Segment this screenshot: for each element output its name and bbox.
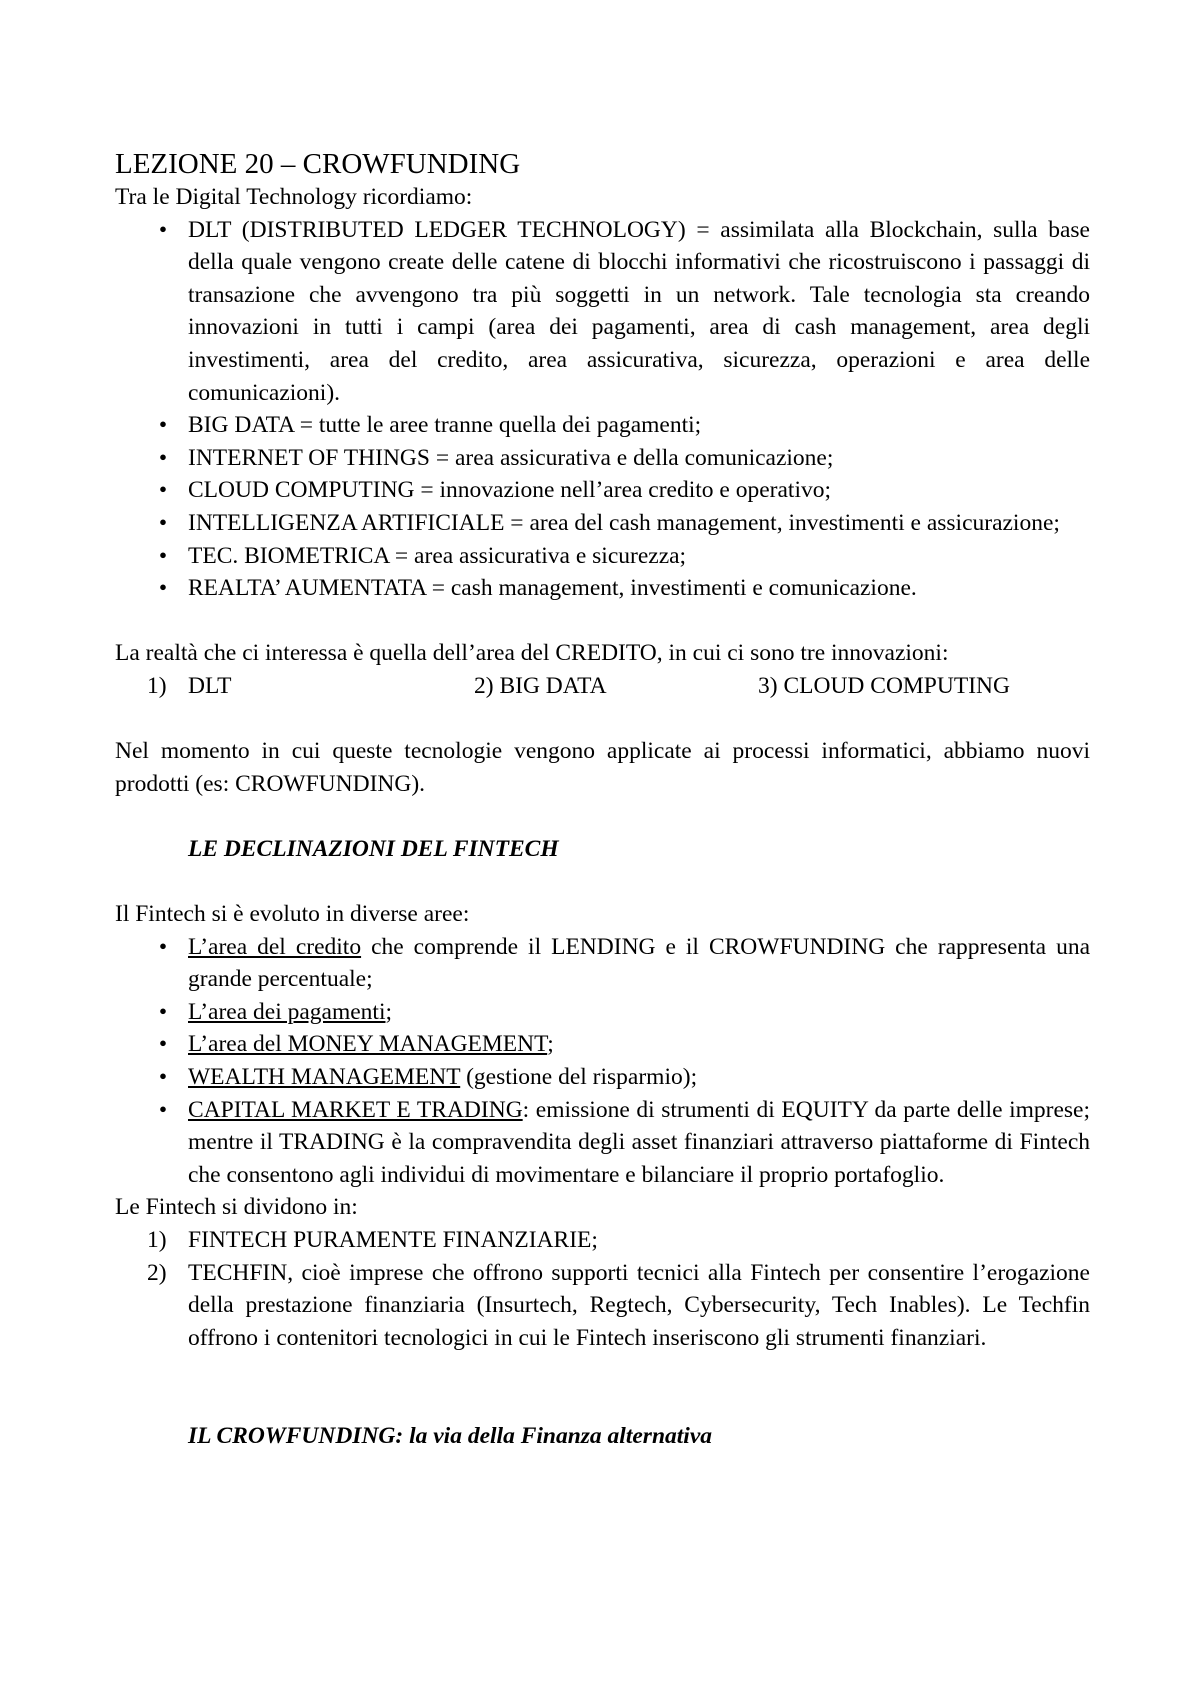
list-item: 2) TECHFIN, cioè imprese che offrono supporti tecnici alla Fintech per consentire l’erogazione della prestazione finanziaria (Insurtech, Regtech, Cybersecurity, Tech Inables). Le Techfin offrono i contenitori tecnologici in cui le Fintech inseriscono gli strumenti finanziari.: [115, 1257, 1090, 1355]
bullet-icon: •: [158, 1064, 168, 1091]
bullet-icon: •: [158, 509, 168, 536]
spacer: [115, 703, 1090, 736]
bullet-icon: •: [158, 542, 168, 569]
bullet-icon: •: [158, 933, 168, 960]
list-item: • INTERNET OF THINGS = area assicurativa e della comunicazione;: [115, 442, 1090, 475]
list-item: • TEC. BIOMETRICA = area assicurativa e sicurezza;: [115, 540, 1090, 573]
bullet-icon: •: [158, 575, 168, 602]
new-products-paragraph: Nel momento in cui queste tecnologie vengono applicate ai processi informatici, abbiamo nuovi prodotti (es: CROWFUNDING).: [115, 738, 1090, 797]
bullet-icon: •: [158, 216, 168, 243]
list-item: • BIG DATA = tutte le aree tranne quella dei pagamenti;: [115, 409, 1090, 442]
innovation-dlt: DLT: [188, 672, 232, 699]
innovation-cloud-computing: 3) CLOUD COMPUTING: [758, 672, 1010, 699]
page-title: LEZIONE 20 – CROWFUNDING: [115, 148, 521, 180]
bullet-icon: •: [158, 1031, 168, 1058]
spacer: [115, 605, 1090, 638]
spacer: [115, 1387, 1090, 1420]
fintech-areas-list: [115, 931, 1090, 1192]
tech-list: [115, 214, 1090, 605]
intro-text: Tra le Digital Technology ricordiamo:: [115, 184, 473, 210]
list-item: • L’area del MONEY MANAGEMENT;: [115, 1028, 1090, 1061]
spacer: [115, 865, 1090, 898]
list-item: • L’area del credito che comprende il LENDING e il CROWFUNDING che rappresenta una grande percentuale;: [115, 931, 1090, 996]
bullet-icon: •: [158, 1096, 168, 1123]
innovation-number: 1): [147, 672, 167, 699]
list-number: 2): [147, 1259, 167, 1286]
list-item: • INTELLIGENZA ARTIFICIALE = area del cash management, investimenti e assicurazione;: [115, 507, 1090, 540]
credit-paragraph: La realtà che ci interessa è quella dell’area del CREDITO, in cui ci sono tre innovazioni:: [115, 640, 949, 667]
fintech-split-intro: Le Fintech si dividono in:: [115, 1194, 358, 1221]
list-item: • CLOUD COMPUTING = innovazione nell’area credito e operativo;: [115, 474, 1090, 507]
innovation-big-data: 2) BIG DATA: [474, 672, 607, 699]
section-heading-fintech: LE DECLINAZIONI DEL FINTECH: [188, 835, 559, 862]
section-heading-crowdfunding: IL CROWFUNDING: la via della Finanza alternativa: [188, 1422, 712, 1449]
bullet-icon: •: [158, 477, 168, 504]
list-item: • DLT (DISTRIBUTED LEDGER TECHNOLOGY) = assimilata alla Blockchain, sulla base della quale vengono create delle catene di blocchi informativi che ricostruiscono i passaggi di transazione che avvengono tra più soggetti in un network. Tale tecnologia sta creando innovazioni in tutti i campi (area dei pagamenti, area di cash management, area degli investimenti, area del credito, area assicurativa, sicurezza, operazioni e area delle comunicazioni).: [115, 214, 1090, 410]
bullet-icon: •: [158, 412, 168, 439]
spacer: [115, 800, 1090, 833]
credit-innovations-row: [115, 670, 1090, 703]
spacer: [115, 1354, 1090, 1387]
bullet-icon: •: [158, 998, 168, 1025]
list-number: 1): [147, 1227, 167, 1253]
list-item: 1) FINTECH PURAMENTE FINANZIARIE;: [115, 1224, 1090, 1257]
document-content: [115, 147, 1090, 1452]
list-item: • CAPITAL MARKET E TRADING: emissione di strumenti di EQUITY da parte delle imprese; mentre il TRADING è la compravendita degli asset finanziari attraverso piattaforme di Fintech che consentono agli individui di movimentare e bilanciare il proprio portafoglio.: [115, 1094, 1090, 1192]
list-item: • REALTA’ AUMENTATA = cash management, investimenti e comunicazione.: [115, 572, 1090, 605]
fintech-intro: Il Fintech si è evoluto in diverse aree:: [115, 901, 470, 928]
list-item: • L’area dei pagamenti;: [115, 996, 1090, 1029]
list-item: • WEALTH MANAGEMENT (gestione del risparmio);: [115, 1061, 1090, 1094]
fintech-types-list: [115, 1224, 1090, 1354]
bullet-icon: •: [158, 444, 168, 471]
